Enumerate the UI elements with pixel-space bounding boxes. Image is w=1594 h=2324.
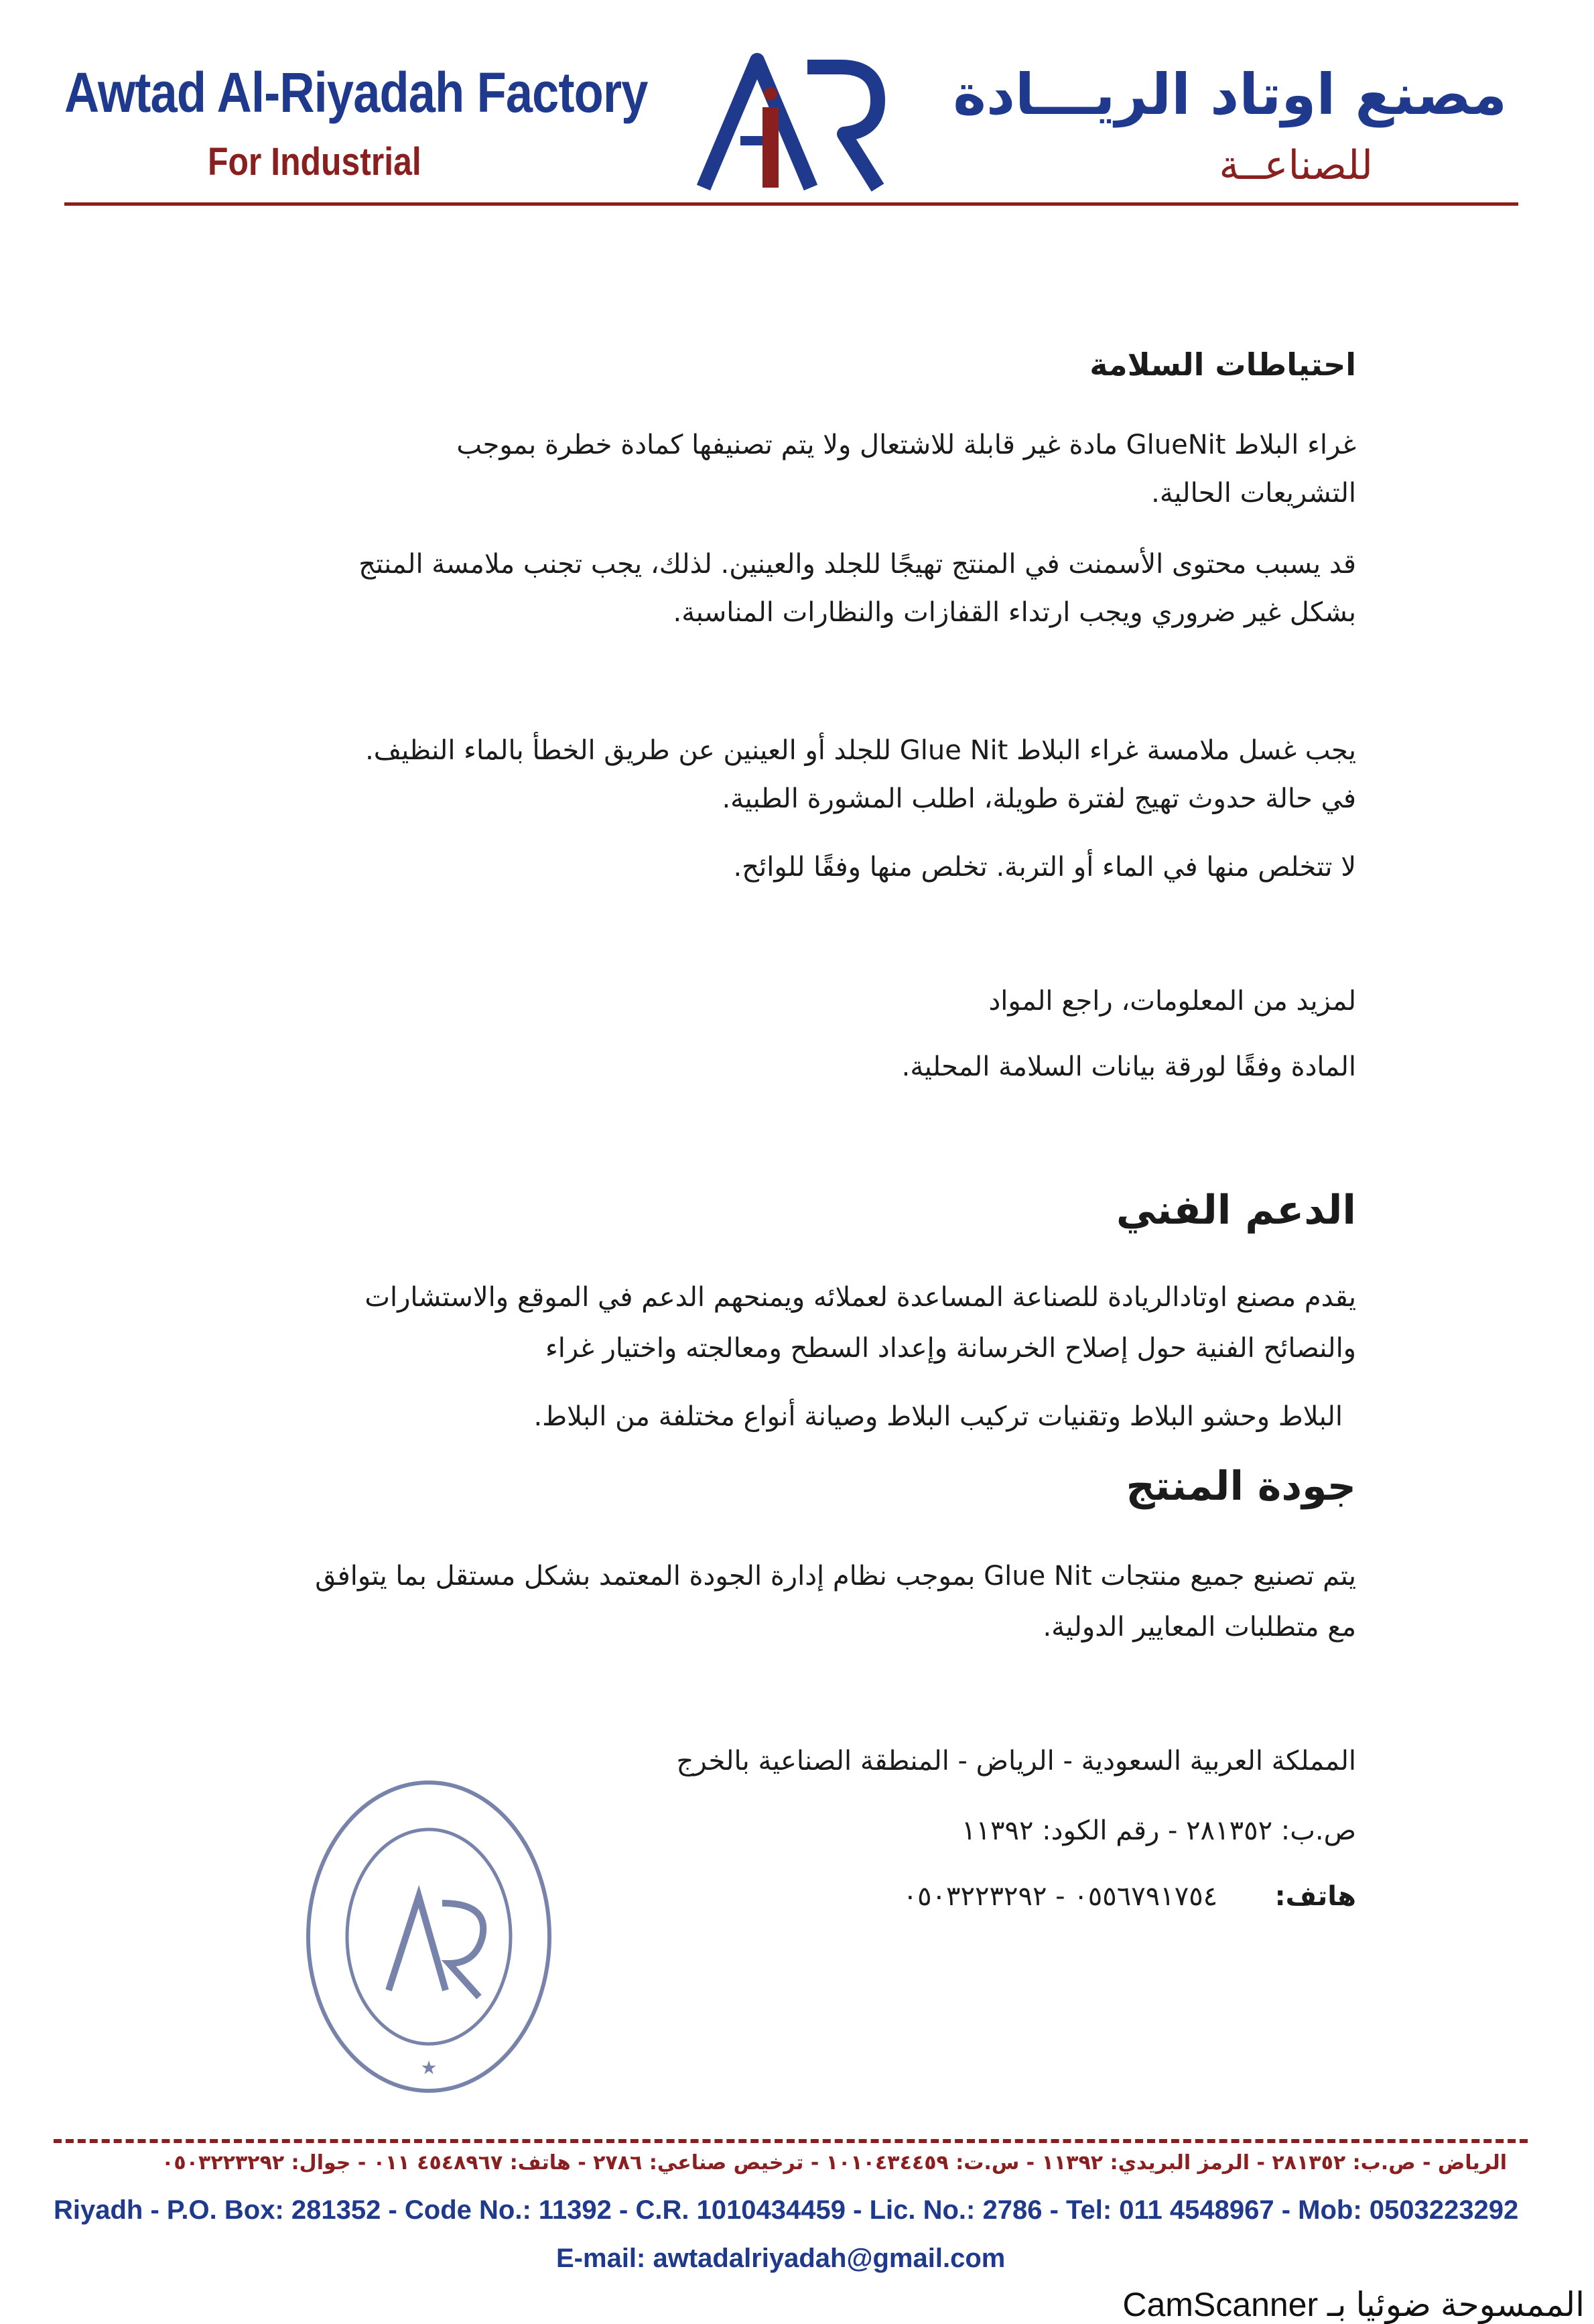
safety-heading: احتياطات السلامة [1089, 346, 1356, 383]
header-divider [64, 202, 1518, 206]
company-name-en: Awtad Al-Riyadah Factory [64, 61, 648, 124]
safety-paragraph-line: قد يسبب محتوى الأسمنت في المنتج تهيجًا للجلد والعينين. لذلك، يجب تجنب ملامسة المنتج [358, 549, 1356, 580]
address-line: ص.ب: ٢٨١٣٥٢ - رقم الكود: ١١٣٩٢ [961, 1815, 1356, 1846]
company-logo [677, 47, 905, 201]
support-paragraph-line: يقدم مصنع اوتادالريادة للصناعة المساعدة لعملائه ويمنحهم الدعم في الموقع والاستشارات [364, 1282, 1356, 1313]
support-heading: الدعم الفني [1116, 1187, 1356, 1234]
safety-paragraph-line: بشكل غير ضروري ويجب ارتداء القفازات والنظارات المناسبة. [673, 597, 1356, 628]
safety-paragraph-line: المادة وفقًا لورقة بيانات السلامة المحلية. [901, 1051, 1356, 1082]
letterhead [0, 0, 1594, 214]
support-paragraph-line: والنصائح الفنية حول إصلاح الخرسانة وإعداد السطح ومعالجته واختيار غراء [545, 1333, 1356, 1364]
quality-paragraph-line: مع متطلبات المعايير الدولية. [1043, 1612, 1356, 1642]
quality-paragraph-line: يتم تصنيع جميع منتجات Glue Nit بموجب نظام إدارة الجودة المعتمد بشكل مستقل بما يتوافق [315, 1561, 1356, 1592]
safety-paragraph-line: التشريعات الحالية. [1151, 478, 1356, 509]
scanner-watermark: الممسوحة ضوئيا بـ CamScanner [1122, 2286, 1585, 2323]
company-stamp [295, 1769, 563, 2104]
footer-email: E-mail: awtadalriyadah@gmail.com [556, 2244, 1006, 2273]
footer-english-contact: Riyadh - P.O. Box: 281352 - Code No.: 11392 - C.R. 1010434459 - Lic. No.: 2786 - Tel: 011 4548967 - Mob: 0503223292 [54, 2195, 1519, 2225]
safety-paragraph-line: لا تتخلص منها في الماء أو التربة. تخلص منها وفقًا للوائح. [733, 852, 1356, 883]
safety-paragraph-line: يجب غسل ملامسة غراء البلاط Glue Nit للجلد أو العينين عن طريق الخطأ بالماء النظيف. [365, 735, 1356, 766]
safety-paragraph-line: في حالة حدوث تهيج لفترة طويلة، اطلب المشورة الطبية. [722, 783, 1356, 814]
company-subtitle-en: For Industrial [208, 140, 421, 184]
company-name-ar: مصنع اوتاد الريـــادة [953, 62, 1507, 127]
footer-divider [54, 2139, 1528, 2143]
phone-label: هاتف: [1274, 1881, 1356, 1912]
address-line: المملكة العربية السعودية - الرياض - المنطقة الصناعية بالخرج [676, 1746, 1356, 1777]
company-subtitle-ar: للصناعــة [1219, 142, 1373, 189]
support-paragraph-line: البلاط وحشو البلاط وتقنيات تركيب البلاط وصيانة أنواع مختلفة من البلاط. [533, 1401, 1343, 1432]
footer-arabic-contact: الرياض - ص.ب: ٢٨١٣٥٢ - الرمز البريدي: ١١٣٩٢ - س.ت: ١٠١٠٤٣٤٤٥٩ - ترخيص صناعي: ٢٧٨٦ - هاتف: ٤٥٤٨٩٦٧ ٠١١ - جوال: ٠٥٠٣٢٢٣٢٩٢ [161, 2151, 1507, 2175]
phone-values: ٠٥٥٦٧٩١٧٥٤ - ٠٥٠٣٢٢٣٢٩٢ [903, 1881, 1218, 1912]
phone-line [903, 1872, 1356, 1921]
quality-heading: جودة المنتج [1126, 1463, 1356, 1510]
svg-text:★: ★ [420, 2057, 438, 2079]
safety-paragraph-line: غراء البلاط GlueNit مادة غير قابلة للاشتعال ولا يتم تصنيفها كمادة خطرة بموجب [456, 430, 1356, 460]
safety-paragraph-line: لمزيد من المعلومات، راجع المواد [988, 986, 1356, 1017]
